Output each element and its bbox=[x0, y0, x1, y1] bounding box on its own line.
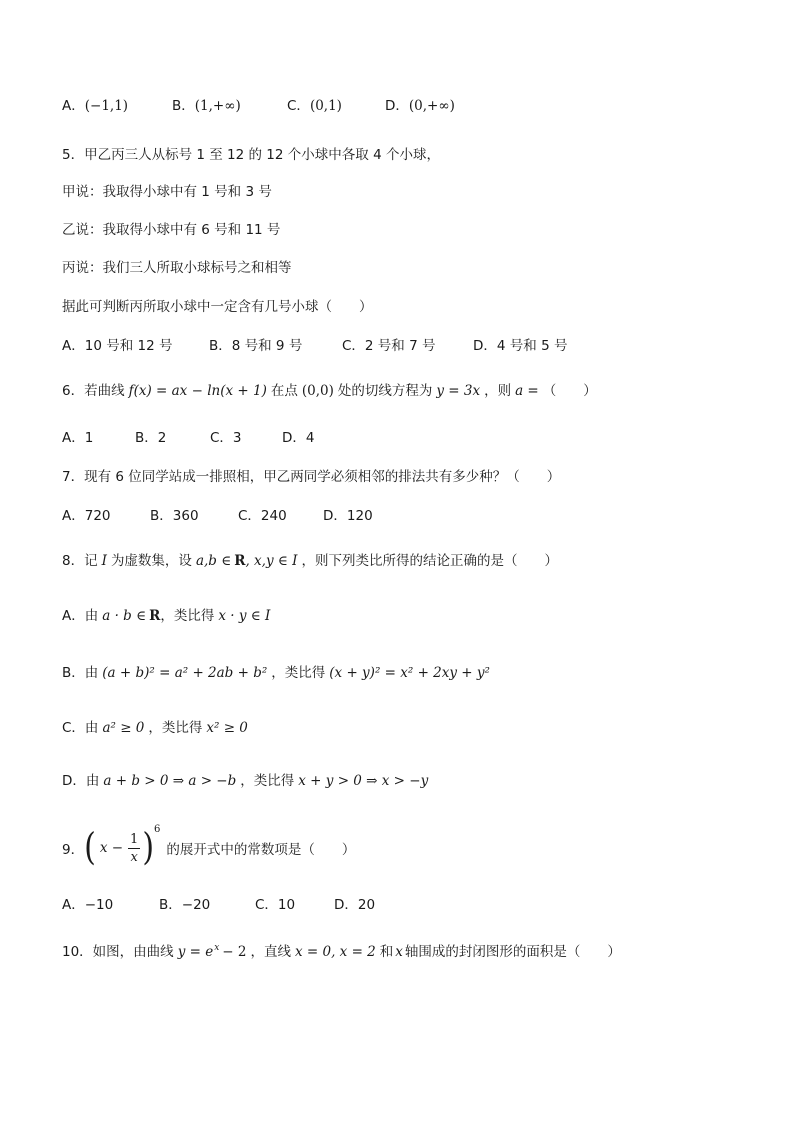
q6-options bbox=[0, 429, 794, 447]
q10-text: ，直线 bbox=[250, 944, 291, 960]
q10-lines-formula: x = 0, x = 2 bbox=[294, 944, 376, 960]
q5-option-c: C．2 号和 7 号 bbox=[342, 338, 436, 354]
q5-stem: 5．甲乙丙三人从标号 1 至 12 的 12 个小球中各取 4 个小球， bbox=[62, 147, 440, 163]
q5-option-a: A．10 号和 12 号 bbox=[62, 338, 173, 354]
option-premise-reals: R bbox=[149, 608, 161, 624]
q4-option-b bbox=[172, 97, 241, 115]
q9-option-b: B．−20 bbox=[159, 897, 211, 913]
q9-option-d: D．20 bbox=[334, 897, 376, 913]
q8-option-c bbox=[62, 719, 252, 737]
q9-text: 的展开式中的常数项是（ ） bbox=[166, 842, 356, 858]
q6-blank: （ ） bbox=[542, 383, 597, 399]
q4-option-a bbox=[62, 97, 128, 115]
q9-option-a: A．−10 bbox=[62, 897, 114, 913]
option-label: D．由 bbox=[62, 773, 100, 789]
q7-stem: 7．现有 6 位同学站成一排照相，甲乙两同学必须相邻的排法共有多少种？（ ） bbox=[62, 469, 561, 485]
q9-fraction bbox=[128, 831, 140, 866]
q9-number: 9． bbox=[62, 842, 85, 858]
q10-curve-exponent: x bbox=[214, 943, 220, 953]
option-mid: ，类比得 bbox=[160, 608, 215, 624]
q6-option-b: B．2 bbox=[135, 430, 167, 446]
q7-option-c: C．240 bbox=[238, 508, 287, 524]
q8-stem bbox=[62, 552, 558, 570]
q8-text: 8．记 bbox=[62, 553, 98, 569]
option-label: A．由 bbox=[62, 608, 99, 624]
option-conclusion: x · y ∈ I bbox=[218, 608, 271, 624]
option-label: D． bbox=[385, 98, 409, 114]
q5-statement-bing: 丙说：我们三人所取小球标号之和相等 bbox=[62, 260, 292, 276]
q9-right-paren: ) bbox=[142, 825, 155, 870]
q5-option-b: B．8 号和 9 号 bbox=[209, 338, 303, 354]
q10-text: 和 bbox=[379, 944, 394, 960]
q8-option-b bbox=[62, 664, 494, 682]
q10-text: 10．如图，由曲线 bbox=[62, 944, 174, 960]
q6-tangent-formula: y = 3x bbox=[436, 383, 481, 399]
q10-stem bbox=[62, 943, 621, 961]
q10-curve-formula: y = e bbox=[177, 944, 214, 960]
q5-statement-yi: 乙说：我取得小球中有 6 号和 11 号 bbox=[62, 222, 281, 238]
q6-unknown: a = bbox=[515, 383, 539, 399]
q4-option-d bbox=[385, 97, 455, 115]
q10-text: 轴围成的封闭图形的面积是（ ） bbox=[404, 944, 621, 960]
q6-point: (0,0) bbox=[301, 383, 334, 399]
option-mid: ，类比得 bbox=[271, 665, 326, 681]
q8-membership: a,b ∈ bbox=[195, 553, 232, 569]
q8-option-a bbox=[62, 607, 274, 625]
option-label: A． bbox=[62, 98, 85, 114]
q7-option-d: D．120 bbox=[323, 508, 373, 524]
q10-curve-formula-tail: − 2 bbox=[222, 944, 247, 960]
q6-text: ，则 bbox=[484, 383, 512, 399]
q8-set-symbol: I bbox=[101, 553, 107, 569]
option-conclusion: (x + y)² = x² + 2xy + y² bbox=[329, 665, 490, 681]
q8-text: ，则下列类比所得的结论正确的是（ ） bbox=[301, 553, 558, 569]
q4-options bbox=[0, 97, 794, 115]
q8-text: 为虚数集，设 bbox=[110, 553, 192, 569]
q6-curve-formula: f(x) = ax − ln(x + 1) bbox=[128, 383, 267, 399]
option-conclusion: x + y > 0 ⇒ x > −y bbox=[298, 773, 429, 789]
q8-option-d bbox=[62, 772, 432, 790]
q7-option-a: A．720 bbox=[62, 508, 111, 524]
q9-option-c: C．10 bbox=[255, 897, 296, 913]
option-conclusion: x² ≥ 0 bbox=[206, 720, 248, 736]
option-value: (0,1) bbox=[309, 98, 342, 114]
option-premise: a + b > 0 ⇒ a > −b bbox=[103, 773, 237, 789]
q9-stem bbox=[62, 824, 355, 872]
q9-expr-term: x − bbox=[99, 840, 124, 856]
option-label: C． bbox=[287, 98, 310, 114]
option-premise: a · b ∈ bbox=[102, 608, 147, 624]
q8-reals-symbol: R bbox=[234, 553, 246, 569]
q7-options bbox=[0, 507, 794, 525]
q5-statement-jia: 甲说：我取得小球中有 1 号和 3 号 bbox=[62, 184, 272, 200]
option-mid: ，类比得 bbox=[148, 720, 203, 736]
q5-question: 据此可判断丙所取小球中一定含有几号小球（ ） bbox=[62, 299, 373, 315]
q6-text: 处的切线方程为 bbox=[337, 383, 433, 399]
option-premise: a² ≥ 0 bbox=[102, 720, 145, 736]
fraction-numerator: 1 bbox=[130, 831, 139, 847]
option-premise: (a + b)² = a² + 2ab + b² bbox=[102, 665, 268, 681]
q5-options bbox=[0, 337, 794, 355]
option-label: C．由 bbox=[62, 720, 99, 736]
q9-left-paren: ( bbox=[84, 825, 96, 870]
option-mid: ，类比得 bbox=[240, 773, 295, 789]
q5-option-d: D．4 号和 5 号 bbox=[473, 338, 568, 354]
q10-axis-symbol: x bbox=[395, 944, 403, 960]
q6-option-a: A．1 bbox=[62, 430, 94, 446]
option-value: (−1,1) bbox=[84, 98, 129, 114]
q6-option-d: D．4 bbox=[282, 430, 315, 446]
option-value: (1,+∞) bbox=[194, 98, 241, 114]
q6-text: 6．若曲线 bbox=[62, 383, 125, 399]
q9-options bbox=[0, 896, 794, 914]
option-label: B．由 bbox=[62, 665, 99, 681]
q7-option-b: B．360 bbox=[150, 508, 199, 524]
fraction-denominator: x bbox=[130, 849, 138, 865]
option-value: (0,+∞) bbox=[408, 98, 455, 114]
q4-option-c bbox=[287, 97, 342, 115]
q6-stem bbox=[62, 382, 597, 400]
option-label: B． bbox=[172, 98, 195, 114]
q9-exponent: 6 bbox=[154, 824, 161, 835]
q8-membership: , x,y ∈ I bbox=[245, 553, 298, 569]
q6-option-c: C．3 bbox=[210, 430, 242, 446]
q6-text: 在点 bbox=[270, 383, 298, 399]
